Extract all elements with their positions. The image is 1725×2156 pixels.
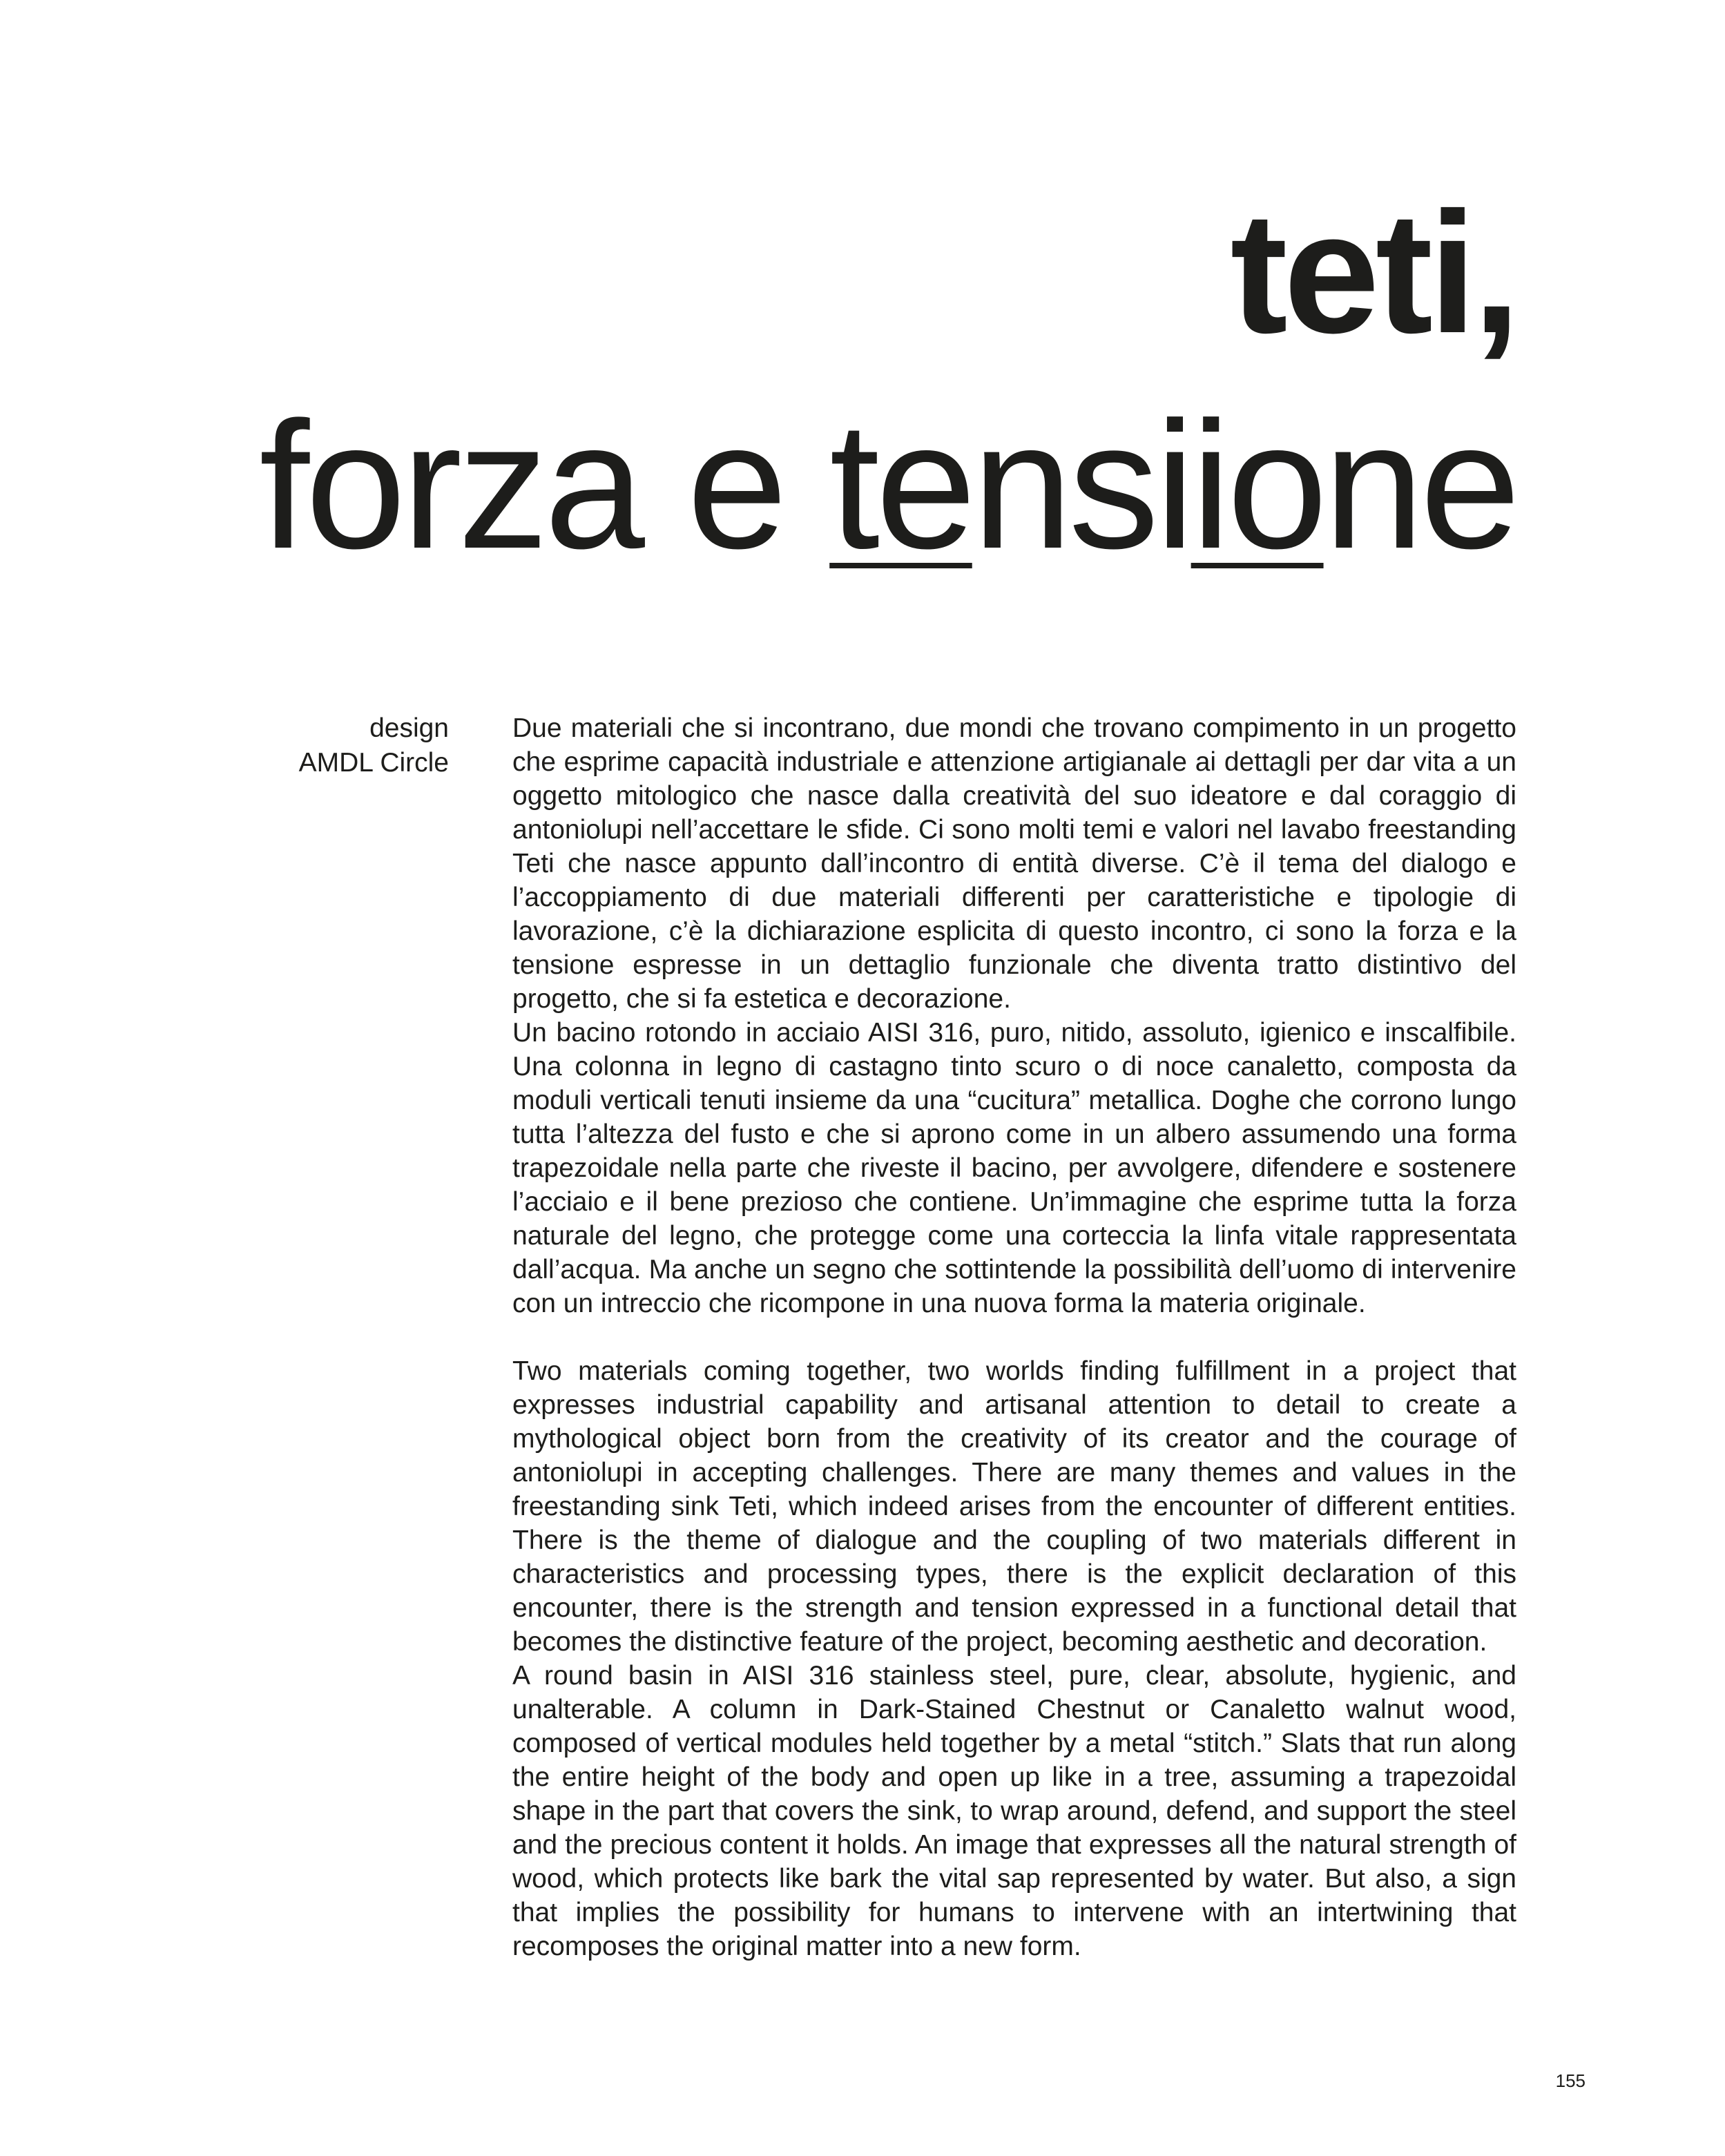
- title-bold: teti,: [1230, 176, 1516, 369]
- designer-name: AMDL Circle: [298, 748, 449, 778]
- english-paragraph-2: A round basin in AISI 316 stainless steel, pure, clear, absolute, hygienic, and unalterable. A column in Dark-Stained Chestnut or Canaletto walnut wood, composed of vertical modules held together by a metal “stitch.” Slats that run along the entire height of the body and open up like in a tree, assuming a trapezoidal shape in the part that covers the sink, to wrap around, defend, and support the steel and the precious content it holds. An image that expresses all the natural strength of wood, which protects like bark the vital sap represented by water. But also, a sign that implies the possibility for humans to intervene with an intertwining that recomposes the original matter into a new form.: [512, 1661, 1516, 1961]
- title-subtitle-underlined2: io: [1191, 384, 1324, 586]
- body-text: [512, 711, 1516, 1963]
- page-number: 155: [1555, 2070, 1586, 2091]
- title-subtitle-part1: forza e: [259, 384, 830, 586]
- design-label: design: [369, 713, 449, 743]
- italian-paragraph-1: Due materiali che si incontrano, due mondi che trovano compimento in un progetto che esprime capacità industriale e attenzione artigianale ai dettagli per dar vita a un oggetto mitologico che nasce dalla creatività del suo ideatore e dal coraggio di antoniolupi nell’accettare le sfide. Ci sono molti temi e valori nel lavabo freestanding Teti che nasce appunto dall’incontro di entità diverse. C’è il tema del dialogo e l’accoppiamento di due materiali differenti per caratteristiche e tipologie di lavorazione, c’è la dichiarazione esplicita di questo incontro, ci sono la forza e la tensione espresse in un dettaglio funzionale che diventa tratto distintivo del progetto, che si fa estetica e decorazione.: [512, 713, 1516, 1014]
- italian-paragraph-2: Un bacino rotondo in acciaio AISI 316, puro, nitido, assoluto, igienico e inscalfibile. Una colonna in legno di castagno tinto scuro o di noce canaletto, composta da moduli verticali tenuti insieme da una “cucitura” metallica. Doghe che corrono lungo tutta l’altezza del fusto e che si aprono come in un albero assumendo una forma trapezoidale nella parte che riveste il bacino, per avvolgere, difendere e sostenere l’acciaio e il bene prezioso che contiene. Un’immagine che esprime tutta la forza naturale del legno, che protegge come una corteccia la linfa vitale rappresentata dall’acqua. Ma anche un segno che sottintende la possibilità dell’uomo di intervenire con un intreccio che ricompone in una nuova forma la materia originale.: [512, 1018, 1516, 1318]
- title-subtitle-part3: ne: [1323, 384, 1516, 586]
- paragraph-spacer: [512, 1320, 1516, 1354]
- title-subtitle-part2: nsi: [972, 384, 1191, 586]
- title-subtitle-underlined1: te: [829, 384, 972, 586]
- design-credits: [299, 711, 449, 780]
- title-subtitle: [259, 384, 1516, 586]
- english-paragraph-1: Two materials coming together, two worlds finding fulfillment in a project that expresses industrial capability and artisanal attention to detail to create a mythological object born from the creativity of its creator and the courage of antoniolupi in accepting challenges. There are many themes and values in the freestanding sink Teti, which indeed arises from the encounter of different entities. There is the theme of dialogue and the coupling of two materials different in characteristics and processing types, there is the explicit declaration of this encounter, there is the strength and tension expressed in a functional detail that becomes the distinctive feature of the project, becoming aesthetic and decoration.: [512, 1356, 1516, 1657]
